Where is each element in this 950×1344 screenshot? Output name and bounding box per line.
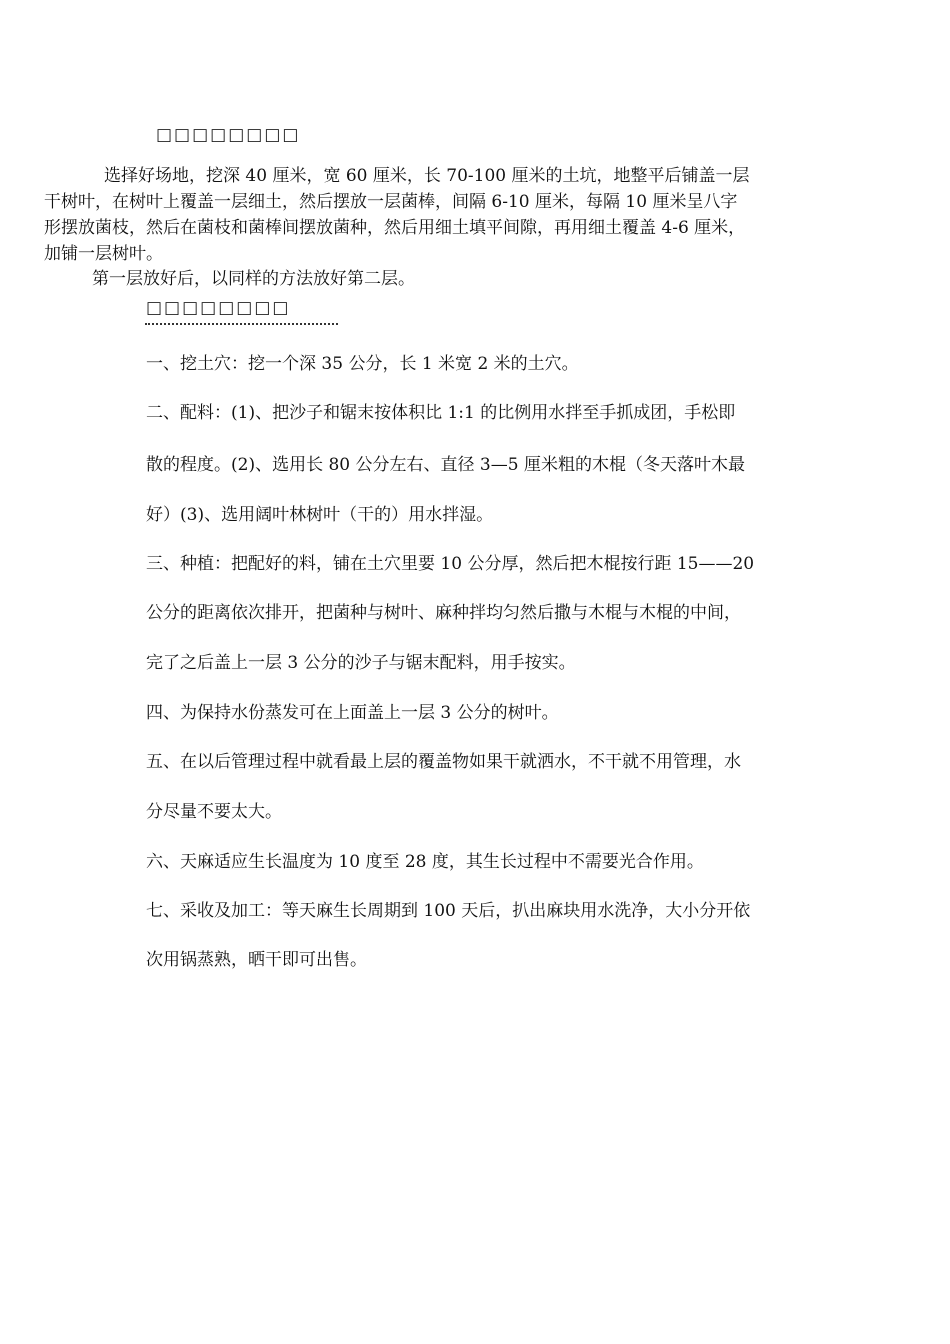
list-line: 一、挖土穴：挖一个深 35 公分，长 1 米宽 2 米的土穴。 xyxy=(146,354,579,374)
list-line: 三、种植：把配好的料，铺在土穴里要 10 公分厚，然后把木棍按行距 15——20 xyxy=(146,554,755,574)
paragraph-line: 形摆放菌枝，然后在菌枝和菌棒间摆放菌种，然后用细土填平间隙，再用细土覆盖 4-6 厘米， xyxy=(44,218,746,238)
list-line: 散的程度。(2)、选用长 80 公分左右、直径 3—5 厘米粗的木棍（冬天落叶木最 xyxy=(146,455,745,475)
paragraph-line: 干树叶，在树叶上覆盖一层细土，然后摆放一层菌棒，间隔 6-10 厘米，每隔 10 厘米呈八字 xyxy=(44,192,738,212)
list-line: 二、配料：(1)、把沙子和锯末按体积比 1:1 的比例用水拌至手抓成团，手松即 xyxy=(146,403,736,423)
paragraph-line: 选择好场地，挖深 40 厘米，宽 60 厘米，长 70-100 厘米的土坑，地整平后铺盖一层 xyxy=(104,166,750,186)
list-line: 七、采收及加工：等天麻生长周期到 100 天后，扒出麻块用水洗净，大小分开依 xyxy=(146,901,751,921)
list-line: 次用锅蒸熟，晒干即可出售。 xyxy=(146,950,367,970)
paragraph-line: 第一层放好后，以同样的方法放好第二层。 xyxy=(92,269,415,289)
list-line: 四、为保持水份蒸发可在上面盖上一层 3 公分的树叶。 xyxy=(146,703,559,723)
dotted-underline xyxy=(145,323,338,325)
list-line: 好）(3)、选用阔叶林树叶（干的）用水拌湿。 xyxy=(146,505,494,525)
list-line: 公分的距离依次排开，把菌种与树叶、麻种拌均匀然后撒与木棍与木棍的中间， xyxy=(146,603,741,623)
list-line: 五、在以后管理过程中就看最上层的覆盖物如果干就洒水，不干就不用管理，水 xyxy=(146,752,741,772)
section-1-heading: □□□□□□□□ xyxy=(156,125,301,145)
section-2-heading: □□□□□□□□ xyxy=(146,298,291,318)
list-line: 完了之后盖上一层 3 公分的沙子与锯末配料，用手按实。 xyxy=(146,653,576,673)
list-line: 六、天麻适应生长温度为 10 度至 28 度，其生长过程中不需要光合作用。 xyxy=(146,852,704,872)
paragraph-line: 加铺一层树叶。 xyxy=(44,244,163,264)
list-line: 分尽量不要太大。 xyxy=(146,802,282,822)
